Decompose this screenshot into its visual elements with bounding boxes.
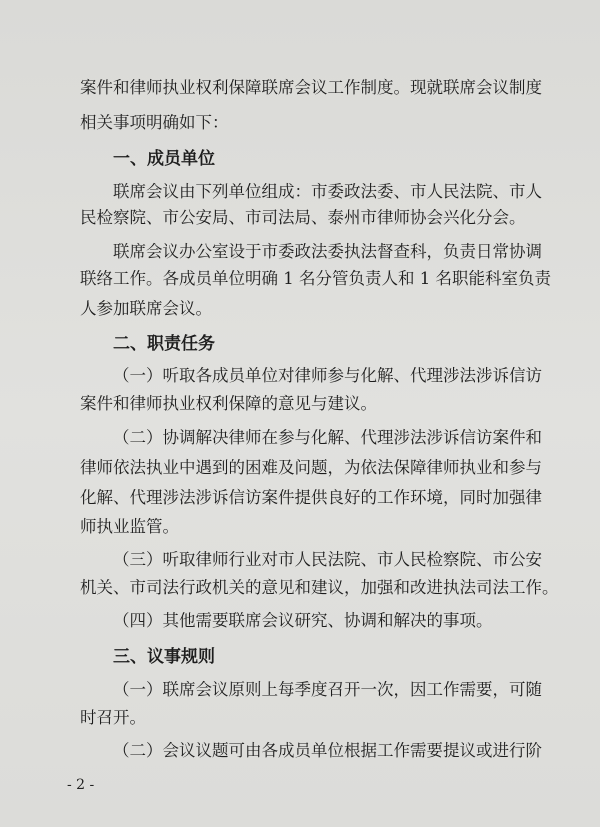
- paragraph-line: （一）联席会议原则上每季度召开一次，因工作需要，可随: [113, 680, 542, 699]
- section-heading: 三、议事规则: [113, 647, 215, 667]
- paragraph-line: 案件和律师执业权利保障的意见与建议。: [80, 394, 377, 413]
- section-heading: 一、成员单位: [113, 149, 215, 169]
- paragraph-line: 时召开。: [80, 708, 146, 727]
- paragraph-line: 联络工作。各成员单位明确 1 名分管负责人和 1 名职能科室负责: [80, 269, 551, 288]
- paragraph-line: 联席会议办公室设于市委政法委执法督查科，负责日常协调: [113, 242, 542, 261]
- paragraph-line: （三）听取律师行业对市人民法院、市人民检察院、市公安: [113, 550, 542, 569]
- paragraph-line: （二）会议议题可由各成员单位根据工作需要提议或进行阶: [113, 741, 542, 760]
- paragraph-line: 师执业监管。: [80, 517, 179, 536]
- paragraph-line: 人参加联席会议。: [80, 299, 212, 318]
- paragraph-line: 民检察院、市公安局、市司法局、泰州市律师协会兴化分会。: [80, 208, 526, 227]
- paragraph-line: 相关事项明确如下：: [80, 113, 229, 132]
- paragraph-line: 化解、代理涉法涉诉信访案件提供良好的工作环境，同时加强律: [80, 488, 542, 507]
- page-number: - 2 -: [67, 777, 95, 793]
- paragraph-line: （二）协调解决律师在参与化解、代理涉法涉诉信访案件和: [113, 428, 542, 447]
- paragraph-line: （四）其他需要联席会议研究、协调和解决的事项。: [113, 611, 493, 630]
- section-heading: 二、职责任务: [113, 334, 215, 354]
- paragraph-line: 案件和律师执业权利保障联席会议工作制度。现就联席会议制度: [80, 78, 542, 97]
- paragraph-line: 律师依法执业中遇到的困难及问题，为依法保障律师执业和参与: [80, 458, 542, 477]
- paragraph-line: （一）听取各成员单位对律师参与化解、代理涉法涉诉信访: [113, 366, 542, 385]
- paragraph-line: 机关、市司法行政机关的意见和建议，加强和改进执法司法工作。: [80, 578, 559, 597]
- paragraph-line: 联席会议由下列单位组成：市委政法委、市人民法院、市人: [113, 182, 542, 201]
